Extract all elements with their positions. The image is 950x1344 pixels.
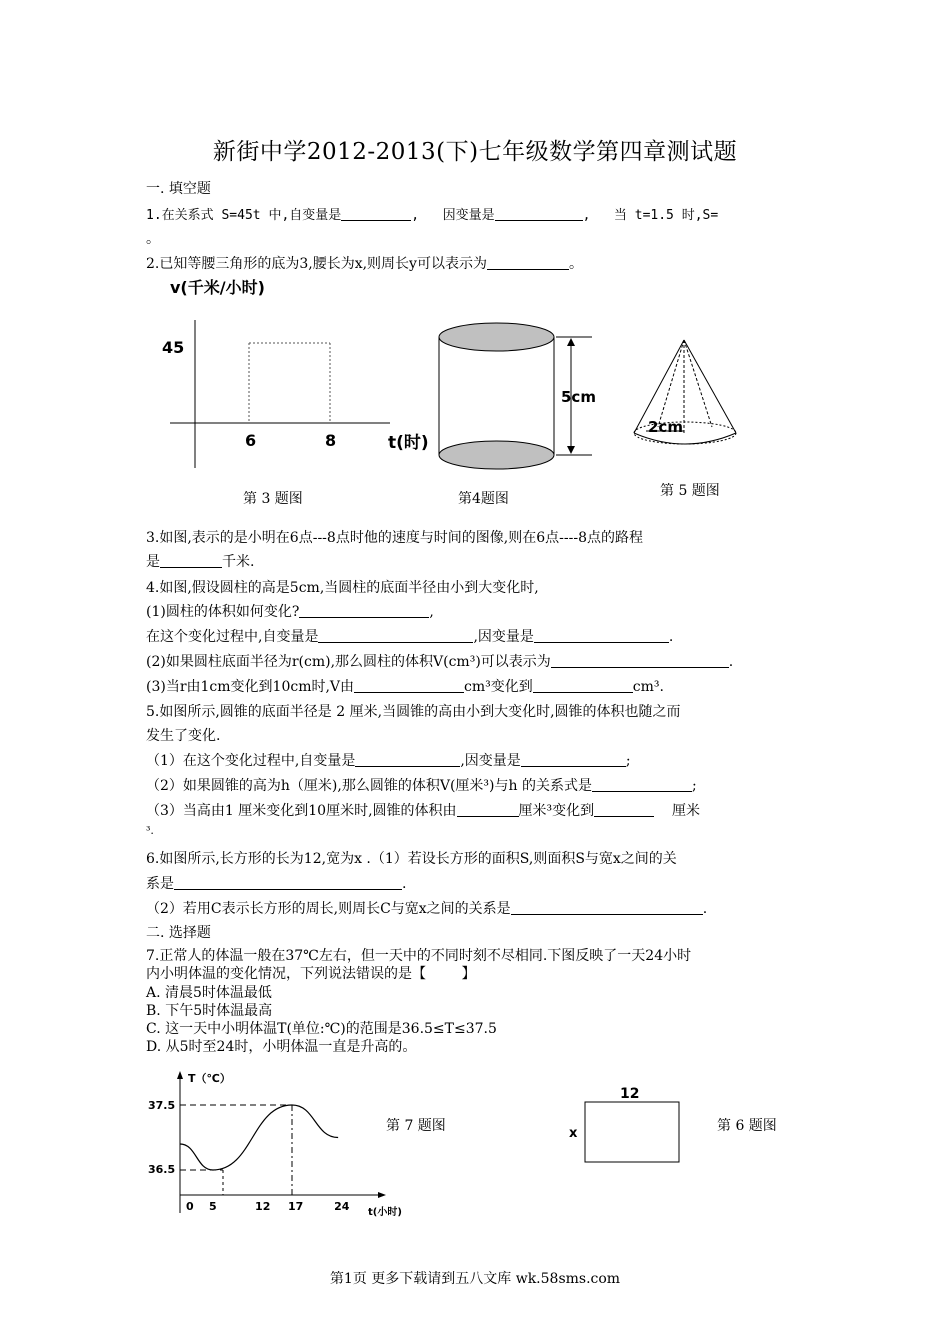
- question-4-part-1: (1)圆柱的体积如何变化? ,: [146, 604, 434, 620]
- question-4: 4.如图,假设圆柱的高是5cm,当圆柱的底面半径由小到大变化时,: [146, 580, 539, 596]
- figure-3-velocity-graph: [160, 275, 440, 475]
- question-5-part-2: （2）如果圆锥的高为h（厘米),那么圆锥的体积V(厘米³)与h 的关系式是 ;: [146, 778, 697, 794]
- figure-6-rectangle: [560, 1080, 695, 1170]
- fig7-xtick-5: 5: [208, 1200, 217, 1213]
- fig7-xtick-17: 17: [288, 1200, 304, 1213]
- figure-4-cylinder: [432, 320, 612, 480]
- question-4-part-2: (2)如果圆柱底面半径为r(cm),那么圆柱的体积V(cm³)可以表示为 .: [146, 654, 734, 670]
- section-fill-blank: 一. 填空题: [146, 181, 211, 197]
- fig7-xtick-12: 12: [255, 1200, 271, 1213]
- page-footer: 第1页 更多下载请到五八文库 wk.58sms.com: [329, 1271, 621, 1287]
- question-4-part-3: (3)当r由1cm变化到10cm时,V由 cm³变化到 cm³.: [146, 679, 664, 695]
- question-6-part-2: （2）若用C表示长方形的周长,则周长C与宽x之间的关系是 .: [146, 901, 708, 917]
- fig4-height-label: 5cm: [561, 388, 596, 406]
- fig7-xlabel: t(小时): [368, 1207, 402, 1218]
- fig5-caption: 第 5 题图: [660, 483, 720, 499]
- question-7-option-d: D. 从5时至24时，小明体温一直是升高的。: [146, 1039, 417, 1055]
- question-5: 5.如图所示,圆锥的底面半径是 2 厘米,当圆锥的高由小到大变化时,圆锥的体积也随之而: [146, 704, 681, 720]
- fig7-ylabel: T（℃）: [188, 1072, 231, 1085]
- fig6-width-label: x: [569, 1126, 578, 1141]
- q1-text-b: 因变量是: [442, 208, 495, 223]
- question-6-cont: 系是 .: [146, 876, 407, 892]
- fig5-radius-label: 2cm: [648, 418, 683, 436]
- question-5-part-1: （1）在这个变化过程中,自变量是 ,因变量是 ;: [146, 753, 631, 769]
- question-5-cont: 发生了变化.: [146, 728, 221, 744]
- fig3-xlabel: t(时): [388, 433, 429, 453]
- fig3-x1: 6: [245, 431, 257, 450]
- q1-end: 。: [146, 231, 160, 247]
- question-7-option-b: B. 下午5时体温最高: [146, 1003, 273, 1019]
- question-7: 7.正常人的体温一般在37℃左右，但一天中的不同时刻不尽相同.下图反映了一天24小时: [146, 948, 692, 964]
- question-2: 2.已知等腰三角形的底为3,腰长为x,则周长y可以表示为 。: [146, 256, 583, 272]
- figure-5-cone: [626, 335, 746, 450]
- question-7-cont: 内小明体温的变化情况，下列说法错误的是【 】: [146, 966, 476, 982]
- q2-text: 2.已知等腰三角形的底为3,腰长为x,则周长y可以表示为: [146, 256, 487, 272]
- question-7-option-c: C. 这一天中小明体温T(单位:℃)的范围是36.5≤T≤37.5: [146, 1021, 497, 1037]
- question-6: 6.如图所示,长方形的长为12,宽为x .（1）若设长方形的面积S,则面积S与宽x之间的关: [146, 851, 677, 867]
- q1-text-c: 当 t=1.5 时,S=: [613, 208, 719, 223]
- fig7-temperature-curve: [180, 1105, 338, 1170]
- fig7-xtick-0: 0: [186, 1200, 194, 1213]
- fig3-ylabel: v(千米/小时): [170, 278, 265, 297]
- figure-7-temperature-chart: [140, 1065, 420, 1225]
- fig7-y-low: 36.5: [148, 1163, 176, 1176]
- question-4-variables: 在这个变化过程中,自变量是 ,因变量是 .: [146, 629, 674, 645]
- fig3-caption: 第 3 题图: [243, 491, 303, 507]
- question-5-part-3: （3）当高由1 厘米变化到10厘米时,圆锥的体积由 厘米³变化到 厘米: [146, 803, 700, 819]
- fig7-y-high: 37.5: [148, 1099, 176, 1112]
- fig3-x2: 8: [325, 431, 337, 450]
- question-7-option-a: A. 清晨5时体温最低: [146, 985, 272, 1001]
- fig7-caption: 第 7 题图: [386, 1118, 446, 1134]
- fig6-caption: 第 6 题图: [717, 1118, 777, 1134]
- fig4-caption: 第4题图: [458, 491, 509, 507]
- fig6-rect: [585, 1102, 679, 1162]
- fig3-yvalue: 45: [162, 338, 185, 357]
- q1-text-a: 1.在关系式 S=45t 中,自变量是: [146, 208, 342, 223]
- section-multiple-choice: 二. 选择题: [146, 925, 211, 941]
- question-3: 3.如图,表示的是小明在6点---8点时他的速度与时间的图像,则在6点----8点的路程: [146, 530, 643, 546]
- question-3-cont: 是 千米.: [146, 554, 255, 570]
- question-1: 1.在关系式 S=45t 中,自变量是 , 因变量是 , 当 t=1.5 时,S=: [146, 208, 719, 223]
- question-5-unit: ³.: [146, 824, 154, 837]
- page-title: 新街中学2012-2013(下)七年级数学第四章测试题: [212, 139, 738, 165]
- fig6-length-label: 12: [620, 1086, 640, 1102]
- fig7-xtick-24: 24: [334, 1200, 350, 1213]
